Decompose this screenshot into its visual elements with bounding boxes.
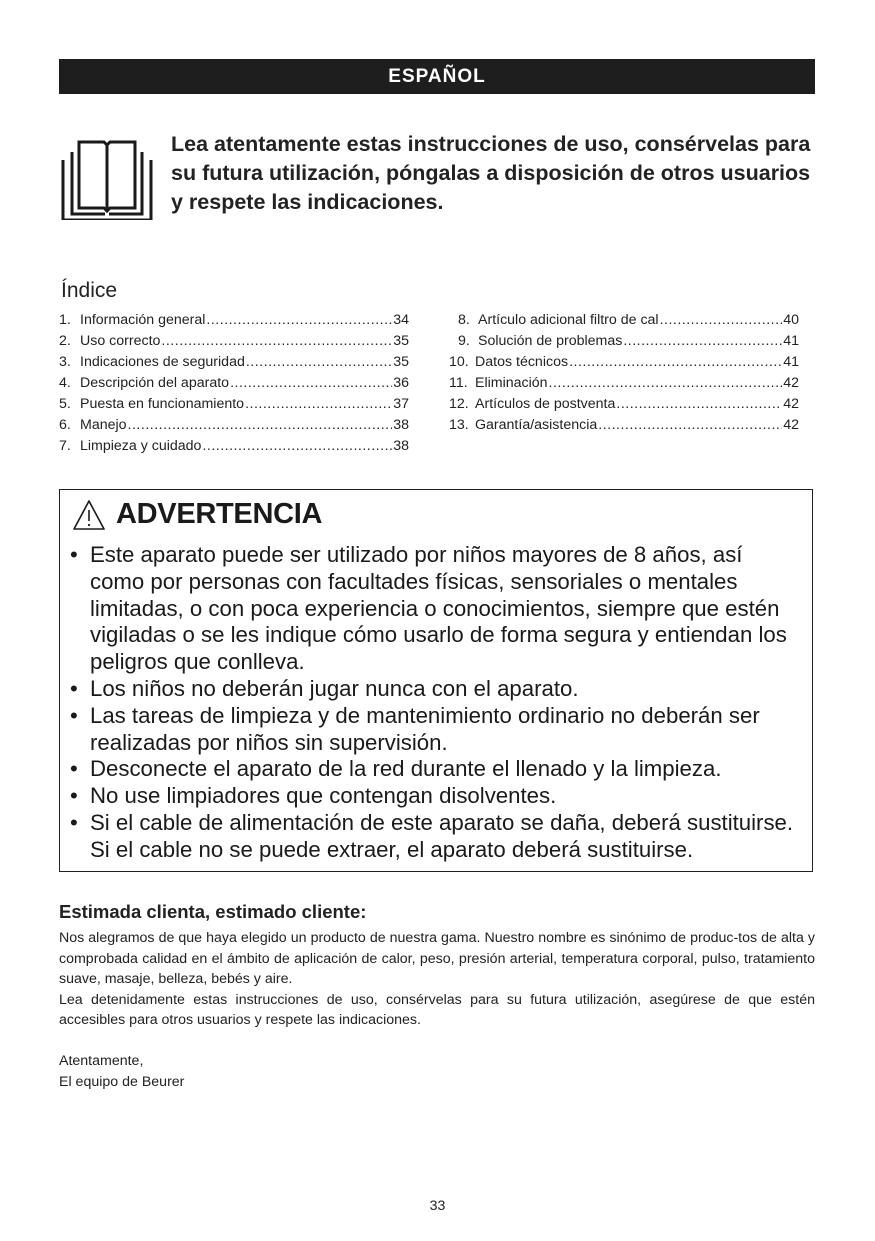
toc-page: 41 <box>783 354 799 370</box>
toc-label: Artículo adicional filtro de cal <box>478 312 659 328</box>
toc-item[interactable] <box>59 417 409 438</box>
warning-line: • Este aparato puede ser utilizado por niños mayores de 8 años, así <box>90 542 743 567</box>
toc-page: 38 <box>393 438 409 454</box>
toc-page: 34 <box>393 312 409 328</box>
toc-leader <box>598 417 782 433</box>
toc-left-column <box>59 312 409 459</box>
open-book-icon <box>59 134 155 220</box>
warning-line: limitadas, o con poca experiencia o conocimientos, siempre que estén <box>90 595 780 621</box>
letter-signature: El equipo de Beurer <box>59 1073 185 1090</box>
toc-number: 3. <box>59 354 71 370</box>
toc-label: Limpieza y cuidado <box>80 438 202 454</box>
toc-label: Datos técnicos <box>475 354 569 370</box>
intro-text <box>171 130 821 217</box>
warning-header <box>72 498 322 531</box>
toc-number: 7. <box>59 438 71 454</box>
warning-list <box>70 542 810 864</box>
toc-number: 9. <box>458 333 470 349</box>
toc-item[interactable] <box>449 333 799 354</box>
toc-label: Uso correcto <box>80 333 161 349</box>
warning-line: • No use limpiadores que contengan disolventes. <box>90 783 557 809</box>
toc-leader <box>623 333 782 349</box>
toc-leader <box>161 333 392 349</box>
toc-number: 13. <box>449 417 469 433</box>
warning-line: peligros que conlleva. <box>90 649 305 675</box>
toc-number: 2. <box>59 333 71 349</box>
toc-item[interactable] <box>59 333 409 354</box>
toc-leader <box>202 438 392 454</box>
toc-number: 12. <box>449 396 469 412</box>
toc-leader <box>230 375 392 391</box>
toc-number: 4. <box>59 375 71 391</box>
toc-label: Solución de problemas <box>478 333 623 349</box>
warning-line: • Las tareas de limpieza y de mantenimiento ordinario no deberán ser <box>90 702 760 728</box>
toc-label: Puesta en funcionamiento <box>80 396 245 412</box>
toc-page: 36 <box>393 375 409 391</box>
toc-leader <box>660 312 783 328</box>
toc-number: 1. <box>59 312 71 328</box>
toc-page: 35 <box>393 354 409 370</box>
toc-number: 5. <box>59 396 71 412</box>
toc-page: 42 <box>783 396 799 412</box>
letter-greeting: Estimada clienta, estimado cliente: <box>59 901 367 922</box>
warning-line: • Si el cable de alimentación de este aparato se daña, deberá sustituirse. <box>90 809 794 835</box>
toc-label: Eliminación <box>475 375 548 391</box>
toc-item[interactable] <box>449 354 799 375</box>
toc-leader <box>549 375 783 391</box>
warning-item <box>70 783 810 810</box>
toc-page: 40 <box>783 312 799 328</box>
letter-body <box>59 928 815 1031</box>
toc-page: 41 <box>783 333 799 349</box>
toc-leader <box>245 396 392 412</box>
toc-item[interactable] <box>449 417 799 438</box>
warning-line: • Desconecte el aparato de la red durante el llenado y la limpieza. <box>90 756 722 782</box>
warning-item <box>70 756 810 783</box>
toc-leader <box>569 354 782 370</box>
toc-number: 10. <box>449 354 469 370</box>
toc-item[interactable] <box>449 312 799 333</box>
warning-line: vigiladas o se les indique cómo usarlo de forma segura y entiendan los <box>90 622 787 648</box>
warning-item <box>70 676 810 703</box>
language-header <box>59 59 815 94</box>
warning-line: Si el cable no se puede extraer, el aparato deberá sustituirse. <box>90 836 694 862</box>
toc-page: 42 <box>783 417 799 433</box>
warning-item <box>70 810 810 864</box>
toc-leader <box>246 354 392 370</box>
intro-line: Lea atentamente estas instrucciones de uso, consérvelas para <box>171 132 811 156</box>
letter-paragraph: Nos alegramos de que haya elegido un producto de nuestra gama. Nuestro nombre es sinónimo de produc-tos de alta y comprobada calidad en el ámbito de aplicación de calor, peso, presión arterial, temperatura corporal, pulso, tratamiento suave, masaje, belleza, bebés y aire. <box>59 930 815 987</box>
warning-triangle-icon <box>72 499 106 531</box>
intro-line: su futura utilización, póngalas a disposición de otros usuarios <box>171 161 811 185</box>
toc-page: 38 <box>393 417 409 433</box>
toc-label: Manejo <box>80 417 127 433</box>
warning-line: como por personas con facultades físicas, sensoriales o mentales <box>90 568 738 594</box>
language-label: ESPAÑOL <box>388 65 486 87</box>
intro-notice <box>59 128 819 228</box>
warning-box <box>59 489 813 872</box>
toc-leader <box>128 417 393 433</box>
page-number: 33 <box>429 1198 446 1214</box>
warning-item <box>70 703 810 757</box>
toc-page: 35 <box>393 333 409 349</box>
letter-signoff <box>59 1051 184 1092</box>
toc-item[interactable] <box>449 375 799 396</box>
toc-title: Índice <box>61 279 118 302</box>
toc-number: 6. <box>59 417 71 433</box>
toc-page: 42 <box>783 375 799 391</box>
warning-item <box>70 542 810 676</box>
warning-line: • Los niños no deberán jugar nunca con el aparato. <box>90 675 579 701</box>
toc-page: 37 <box>393 396 409 412</box>
toc-item[interactable] <box>59 438 409 459</box>
toc-leader <box>616 396 782 412</box>
toc-label: Descripción del aparato <box>80 375 230 391</box>
toc-right-column <box>449 312 799 438</box>
toc-label: Artículos de postventa <box>475 396 616 412</box>
toc-item[interactable] <box>59 396 409 417</box>
letter-closing: Atentamente, <box>59 1053 144 1069</box>
toc-item[interactable] <box>59 354 409 375</box>
toc-label: Indicaciones de seguridad <box>80 354 245 370</box>
toc-item[interactable] <box>59 375 409 396</box>
letter-paragraph: Lea detenidamente estas instrucciones de uso, consérvelas para su futura utilización, asegúrese de que estén accesibles para otros usuarios y respete las indicaciones. <box>59 991 815 1028</box>
toc-label: Información general <box>80 312 206 328</box>
warning-line: realizadas por niños sin supervisión. <box>90 729 448 755</box>
toc-item[interactable] <box>59 312 409 333</box>
warning-title: ADVERTENCIA <box>116 498 323 530</box>
toc-leader <box>206 312 392 328</box>
toc-item[interactable] <box>449 396 799 417</box>
toc-label: Garantía/asistencia <box>475 417 598 433</box>
intro-line: y respete las indicaciones. <box>171 190 444 214</box>
toc-number: 8. <box>458 312 470 328</box>
toc-number: 11. <box>449 375 468 391</box>
